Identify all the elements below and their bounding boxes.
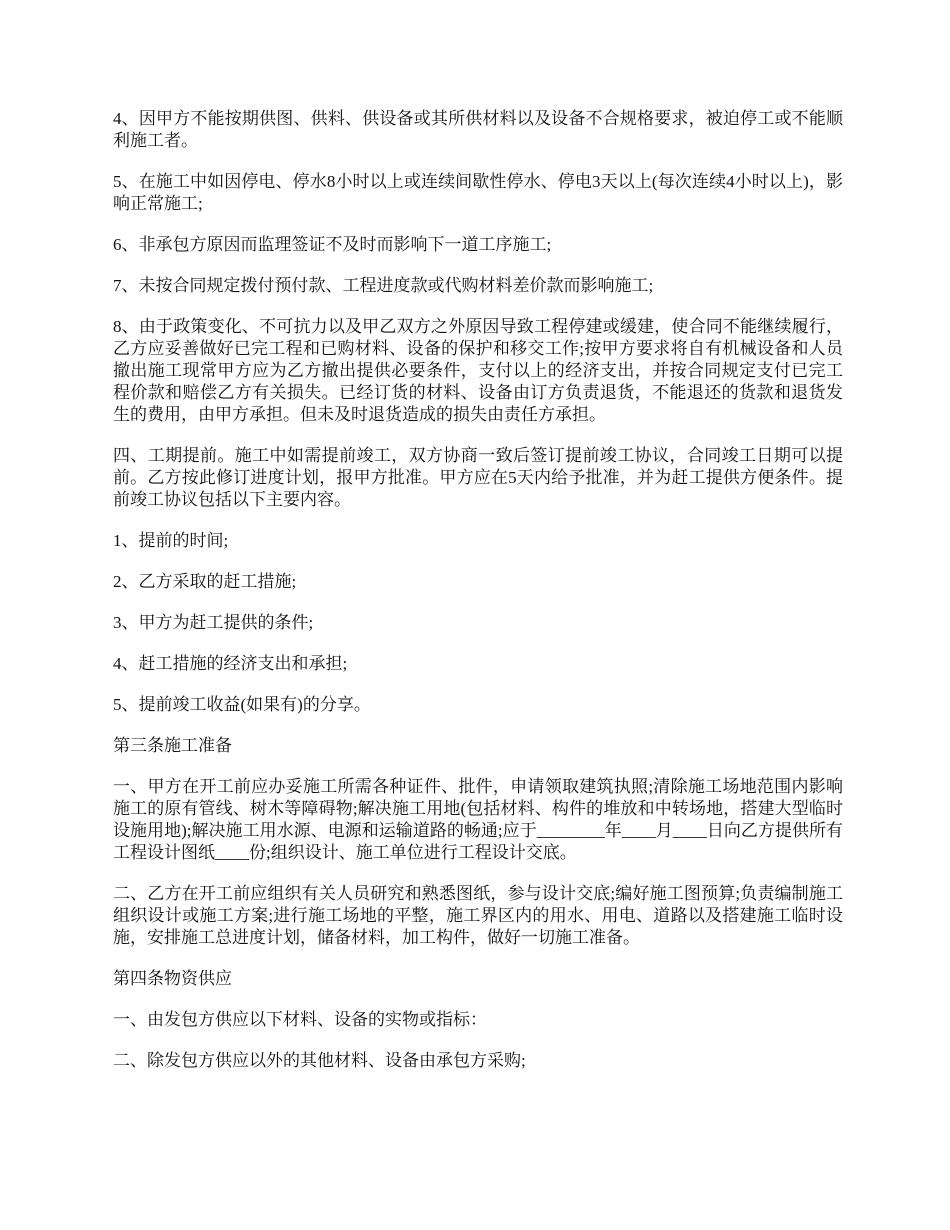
clause-5-paragraph: 5、在施工中如因停电、停水8小时以上或连续间歇性停水、停电3天以上(每次连续4小时以上)，影响正常施工; <box>113 172 843 213</box>
article-4-item-2-paragraph: 二、除发包方供应以外的其他材料、设备由承包方采购; <box>113 1051 526 1070</box>
list-item-early-1: 1、提前的时间; <box>113 531 229 550</box>
clause-7-paragraph: 7、未按合同规定拨付预付款、工程进度款或代购材料差价款而影响施工; <box>113 276 654 295</box>
article-3-item-1-paragraph: 一、甲方在开工前应办妥施工所需各种证件、批件，申请领取建筑执照;清除施工场地范围内影响施工的原有管线、树木等障碍物;解决施工用地(包括材料、构件的堆放和中转场地，搭建大型临时设施用地);解决施工用水源、电源和运输道路的畅通;应于________年____月____日向乙方提供所有工程设计图纸____份;组织设计、施工单位进行工程设计交底。 <box>113 777 843 862</box>
section-4-early-completion-paragraph: 四、工期提前。施工中如需提前竣工，双方协商一致后签订提前竣工协议，合同竣工日期可以提前。乙方按此修订进度计划，报甲方批准。甲方应在5天内给予批准，并为赶工提供方便条件。提前竣工协议包括以下主要内容。 <box>113 446 843 509</box>
clause-8-paragraph: 8、由于政策变化、不可抗力以及甲乙双方之外原因导致工程停建或缓建，使合同不能继续履行，乙方应妥善做好已完工程和已购材料、设备的保护和移交工作;按甲方要求将自有机械设备和人员撤出施工现常甲方应为乙方撤出提供必要条件，支付以上的经济支出，并按合同规定支付已完工程价款和赔偿乙方有关损失。已经订货的材料、设备由订方负责退货，不能退还的货款和退货发生的费用，由甲方承担。但未及时退货造成的损失由责任方承担。 <box>113 317 843 424</box>
clause-6-paragraph: 6、非承包方原因而监理签证不及时而影响下一道工序施工; <box>113 235 552 254</box>
list-item-early-5: 5、提前竣工收益(如果有)的分享。 <box>113 695 371 714</box>
article-3-heading: 第三条施工准备 <box>113 736 232 755</box>
article-3-item-2-paragraph: 二、乙方在开工前应组织有关人员研究和熟悉图纸，参与设计交底;编好施工图预算;负责编制施工组织设计或施工方案;进行施工场地的平整，施工界区内的用水、用电、道路以及搭建施工临时设施，安排施工总进度计划，储备材料，加工构件，做好一切施工准备。 <box>113 884 843 947</box>
clause-4-paragraph: 4、因甲方不能按期供图、供料、供设备或其所供材料以及设备不合规格要求，被迫停工或不能顺利施工者。 <box>113 109 843 150</box>
list-item-early-3: 3、甲方为赶工提供的条件; <box>113 613 314 632</box>
list-item-early-4: 4、赶工措施的经济支出和承担; <box>113 654 348 673</box>
document-body <box>113 108 843 1091</box>
article-4-heading: 第四条物资供应 <box>113 969 232 988</box>
list-item-early-2: 2、乙方采取的赶工措施; <box>113 572 297 591</box>
article-4-item-1-paragraph: 一、由发包方供应以下材料、设备的实物或指标： <box>113 1010 487 1029</box>
